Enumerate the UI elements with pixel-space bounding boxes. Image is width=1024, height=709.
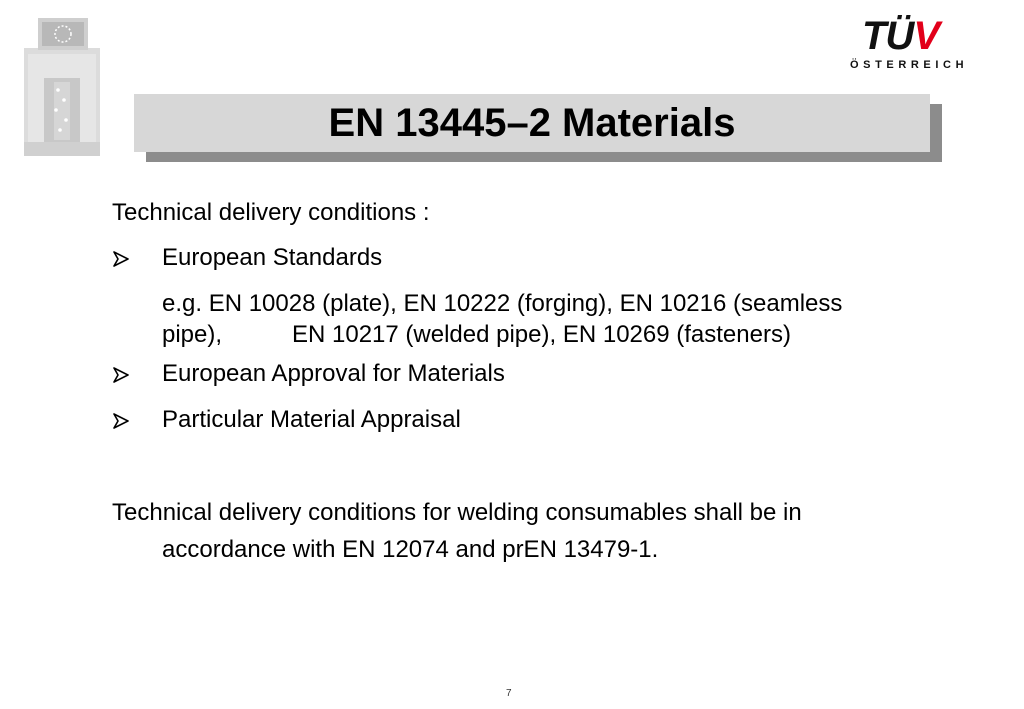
page-number: 7 (506, 688, 512, 699)
logo-brand-v: V (913, 14, 940, 58)
welding-consumables-line2: accordance with EN 12074 and prEN 13479-1. (162, 536, 659, 563)
standards-detail-line2a: pipe), (162, 321, 223, 348)
logo-brand-text (862, 14, 939, 58)
arrow-bullet-icon (112, 366, 130, 384)
welding-consumables-line1: Technical delivery conditions for welding consumables shall be in (112, 499, 802, 526)
bullet-european-standards: European Standards (162, 244, 383, 271)
tuv-logo (848, 14, 969, 76)
logo-subtitle: ÖSTERREICH (850, 59, 969, 71)
standards-detail-line1: e.g. EN 10028 (plate), EN 10222 (forging), EN 10216 (seamless (162, 290, 843, 317)
page-title: EN 13445–2 Materials (328, 100, 736, 145)
title-bar (134, 94, 930, 152)
eu-emblem-icon (24, 18, 102, 158)
heading-delivery-conditions: Technical delivery conditions : (112, 199, 430, 226)
logo-brand-letters: TÜ (862, 14, 914, 58)
bullet-european-approval: European Approval for Materials (162, 360, 505, 387)
standards-detail-line2b: EN 10217 (welded pipe), EN 10269 (fasteners) (292, 321, 791, 348)
arrow-bullet-icon (112, 250, 130, 268)
logo-brand (862, 14, 939, 58)
arrow-bullet-icon (112, 412, 130, 430)
bullet-material-appraisal: Particular Material Appraisal (162, 406, 461, 433)
